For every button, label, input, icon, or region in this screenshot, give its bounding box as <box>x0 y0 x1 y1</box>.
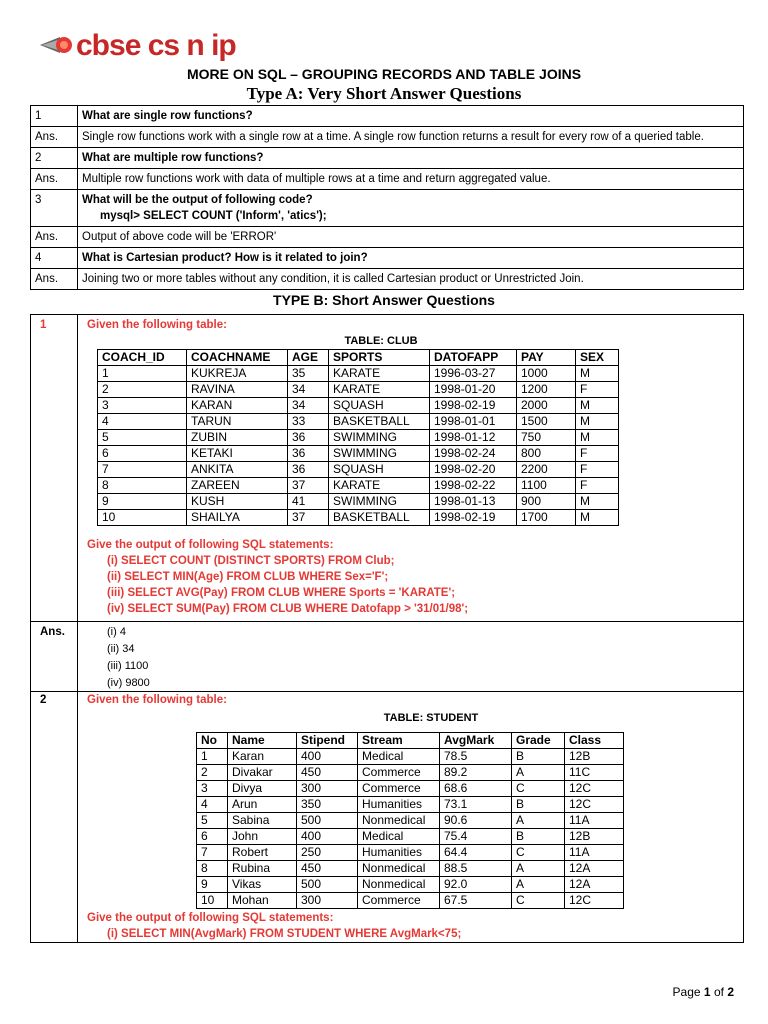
table-cell: B <box>512 797 565 813</box>
table-cell: A <box>512 861 565 877</box>
table-cell: 64.4 <box>440 845 512 861</box>
qa-label: 3 <box>31 190 78 227</box>
table-cell: 2200 <box>517 462 576 478</box>
table-cell: 2 <box>197 765 228 781</box>
table-cell: 1 <box>98 366 187 382</box>
table-row <box>197 781 624 797</box>
qa-label: Ans. <box>31 127 78 148</box>
table-cell: 900 <box>517 494 576 510</box>
table-cell: 12B <box>565 749 624 765</box>
table-cell: 11A <box>565 813 624 829</box>
table-cell: 1998-02-22 <box>430 478 517 494</box>
table-cell: A <box>512 765 565 781</box>
table-cell: 1998-02-19 <box>430 398 517 414</box>
table-cell: 36 <box>288 430 329 446</box>
club-table <box>97 349 619 526</box>
table-cell: Nonmedical <box>358 861 440 877</box>
table-cell: 3 <box>197 781 228 797</box>
table-cell: Divakar <box>228 765 297 781</box>
table-cell: SHAILYA <box>187 510 288 526</box>
table-cell: SWIMMING <box>329 446 430 462</box>
qa-row <box>31 106 744 127</box>
table-cell: Divya <box>228 781 297 797</box>
table-cell: C <box>512 893 565 909</box>
page-number: Page 1 of 2 <box>672 985 734 999</box>
sql-statement: (i) SELECT COUNT (DISTINCT SPORTS) FROM Club; <box>107 555 395 567</box>
page-title: MORE ON SQL – GROUPING RECORDS AND TABLE JOINS <box>186 66 582 82</box>
table-cell: B <box>512 829 565 845</box>
answer-1-block <box>30 621 744 692</box>
qa-row <box>31 227 744 248</box>
type-a-table <box>30 105 744 290</box>
table-cell: 67.5 <box>440 893 512 909</box>
table-cell: Humanities <box>358 845 440 861</box>
table-cell: 6 <box>197 829 228 845</box>
table-cell: 400 <box>297 829 358 845</box>
column-header: Stream <box>358 733 440 749</box>
table-cell: Rubina <box>228 861 297 877</box>
table-cell: 8 <box>98 478 187 494</box>
answer-text: Joining two or more tables without any condition, it is called Cartesian product or Unrestricted Join. <box>78 269 744 290</box>
column-header: Class <box>565 733 624 749</box>
answer-item: (iv) 9800 <box>107 677 150 689</box>
table-cell: 12C <box>565 781 624 797</box>
sql-statement: (iii) SELECT AVG(Pay) FROM CLUB WHERE Sports = 'KARATE'; <box>107 587 456 599</box>
answer-item: (ii) 34 <box>107 643 135 655</box>
table-cell: 92.0 <box>440 877 512 893</box>
table-cell: 10 <box>98 510 187 526</box>
table-row <box>197 797 624 813</box>
table-cell: 1998-02-24 <box>430 446 517 462</box>
table-cell: 7 <box>197 845 228 861</box>
table-title: TABLE: CLUB <box>344 335 418 347</box>
table-cell: 90.6 <box>440 813 512 829</box>
qa-row <box>31 169 744 190</box>
table-cell: BASKETBALL <box>329 510 430 526</box>
table-cell: C <box>512 781 565 797</box>
table-row <box>98 446 619 462</box>
table-cell: 400 <box>297 749 358 765</box>
table-cell: Humanities <box>358 797 440 813</box>
table-cell: KUSH <box>187 494 288 510</box>
table-row <box>98 494 619 510</box>
table-cell: 11A <box>565 845 624 861</box>
column-header: Grade <box>512 733 565 749</box>
sql-statement: (iv) SELECT SUM(Pay) FROM CLUB WHERE Datofapp > '31/01/98'; <box>107 603 469 615</box>
table-cell: 1998-01-12 <box>430 430 517 446</box>
table-row <box>98 382 619 398</box>
answer-text: Output of above code will be 'ERROR' <box>78 227 744 248</box>
answer-text: Single row functions work with a single row at a time. A single row function returns a result for every row of a queried table. <box>78 127 744 148</box>
table-cell: Karan <box>228 749 297 765</box>
table-cell: ANKITA <box>187 462 288 478</box>
sql-statements <box>107 553 468 617</box>
table-cell: 500 <box>297 877 358 893</box>
question-1-block <box>30 314 744 622</box>
table-cell: 12A <box>565 877 624 893</box>
table-cell: C <box>512 845 565 861</box>
table-cell: 250 <box>297 845 358 861</box>
logo-text: cbse cs n ip <box>76 29 236 62</box>
column-header: Stipend <box>297 733 358 749</box>
sql-statement: (ii) SELECT MIN(Age) FROM CLUB WHERE Sex='F'; <box>107 571 389 583</box>
column-header: AvgMark <box>440 733 512 749</box>
table-cell: 78.5 <box>440 749 512 765</box>
table-cell: 750 <box>517 430 576 446</box>
table-cell: 1700 <box>517 510 576 526</box>
table-cell: Commerce <box>358 781 440 797</box>
table-cell: 88.5 <box>440 861 512 877</box>
table-cell: 12C <box>565 893 624 909</box>
table-cell: 5 <box>197 813 228 829</box>
table-cell: ZAREEN <box>187 478 288 494</box>
table-cell: F <box>576 462 619 478</box>
table-row <box>98 510 619 526</box>
table-cell: KARATE <box>329 366 430 382</box>
column-header: SEX <box>576 350 619 366</box>
question-label: 2 <box>40 694 47 706</box>
table-row <box>197 813 624 829</box>
table-cell: 34 <box>288 382 329 398</box>
table-cell: 10 <box>197 893 228 909</box>
qa-row <box>31 269 744 290</box>
table-row <box>197 765 624 781</box>
table-row <box>98 478 619 494</box>
table-cell: Commerce <box>358 893 440 909</box>
shuttlecock-icon <box>38 31 74 61</box>
qa-label: 2 <box>31 148 78 169</box>
table-row <box>98 414 619 430</box>
table-cell: 1200 <box>517 382 576 398</box>
student-table <box>196 732 624 909</box>
table-row <box>98 430 619 446</box>
table-cell: 7 <box>98 462 187 478</box>
table-cell: SWIMMING <box>329 430 430 446</box>
table-title: TABLE: STUDENT <box>383 712 479 724</box>
column-header: COACHNAME <box>187 350 288 366</box>
table-cell: SQUASH <box>329 462 430 478</box>
table-cell: 300 <box>297 781 358 797</box>
table-row <box>197 877 624 893</box>
table-cell: Nonmedical <box>358 813 440 829</box>
table-cell: SWIMMING <box>329 494 430 510</box>
column-header: COACH_ID <box>98 350 187 366</box>
qa-label: Ans. <box>31 227 78 248</box>
table-cell: KARAN <box>187 398 288 414</box>
table-cell: 12C <box>565 797 624 813</box>
table-row <box>197 749 624 765</box>
table-cell: 450 <box>297 765 358 781</box>
table-cell: KETAKI <box>187 446 288 462</box>
table-cell: 1998-01-13 <box>430 494 517 510</box>
given-text: Given the following table: <box>87 694 227 706</box>
table-cell: Sabina <box>228 813 297 829</box>
table-cell: KARATE <box>329 478 430 494</box>
question-2-block <box>30 691 744 943</box>
qa-label: Ans. <box>31 269 78 290</box>
question-text: What will be the output of following code? mysql> SELECT COUNT ('Inform', 'atics'); <box>78 190 744 227</box>
column-header: DATOFAPP <box>430 350 517 366</box>
table-cell: Commerce <box>358 765 440 781</box>
table-cell: M <box>576 398 619 414</box>
table-cell: Medical <box>358 749 440 765</box>
table-cell: 1998-02-19 <box>430 510 517 526</box>
table-cell: 800 <box>517 446 576 462</box>
table-cell: 11C <box>565 765 624 781</box>
table-cell: Vikas <box>228 877 297 893</box>
table-cell: F <box>576 478 619 494</box>
table-row <box>98 398 619 414</box>
answer-item: (iii) 1100 <box>107 660 149 672</box>
column-header: Name <box>228 733 297 749</box>
table-row <box>197 861 624 877</box>
table-cell: 6 <box>98 446 187 462</box>
table-cell: 3 <box>98 398 187 414</box>
column-header: No <box>197 733 228 749</box>
table-cell: B <box>512 749 565 765</box>
table-cell: 450 <box>297 861 358 877</box>
table-cell: 35 <box>288 366 329 382</box>
table-cell: 1998-01-20 <box>430 382 517 398</box>
table-row <box>98 462 619 478</box>
table-cell: 12A <box>565 861 624 877</box>
table-cell: 89.2 <box>440 765 512 781</box>
qa-label: 1 <box>31 106 78 127</box>
table-cell: 75.4 <box>440 829 512 845</box>
table-cell: KARATE <box>329 382 430 398</box>
table-cell: F <box>576 446 619 462</box>
answer-text: Multiple row functions work with data of multiple rows at a time and return aggregated value. <box>78 169 744 190</box>
table-cell: 9 <box>197 877 228 893</box>
table-cell: M <box>576 510 619 526</box>
question-label: 1 <box>40 319 47 331</box>
table-cell: ZUBIN <box>187 430 288 446</box>
qa-row <box>31 190 744 227</box>
question-text: What are multiple row functions? <box>78 148 744 169</box>
table-cell: KUKREJA <box>187 366 288 382</box>
question-text: What is Cartesian product? How is it related to join? <box>78 248 744 269</box>
table-cell: 1000 <box>517 366 576 382</box>
table-row <box>98 366 619 382</box>
table-cell: Nonmedical <box>358 877 440 893</box>
table-cell: 34 <box>288 398 329 414</box>
table-cell: SQUASH <box>329 398 430 414</box>
table-cell: 4 <box>197 797 228 813</box>
table-cell: M <box>576 414 619 430</box>
table-cell: 2000 <box>517 398 576 414</box>
answer-item: (i) 4 <box>107 626 126 638</box>
table-cell: TARUN <box>187 414 288 430</box>
answer-label: Ans. <box>40 626 65 638</box>
qa-row <box>31 148 744 169</box>
table-cell: 300 <box>297 893 358 909</box>
site-logo <box>38 28 236 64</box>
table-cell: 1100 <box>517 478 576 494</box>
table-cell: 1996-03-27 <box>430 366 517 382</box>
table-cell: 350 <box>297 797 358 813</box>
given-text: Given the following table: <box>87 319 227 331</box>
table-cell: John <box>228 829 297 845</box>
sql-statement: (i) SELECT MIN(AvgMark) FROM STUDENT WHERE AvgMark<75; <box>107 928 462 940</box>
table-cell: Medical <box>358 829 440 845</box>
table-cell: 1 <box>197 749 228 765</box>
column-header: PAY <box>517 350 576 366</box>
code-text: mysql> SELECT COUNT ('Inform', 'atics'); <box>100 210 327 222</box>
table-cell: Robert <box>228 845 297 861</box>
sql-prompt: Give the output of following SQL statements: <box>87 912 334 924</box>
table-cell: M <box>576 430 619 446</box>
table-cell: M <box>576 366 619 382</box>
table-cell: A <box>512 813 565 829</box>
answers-list <box>107 624 150 692</box>
question-text: What are single row functions? <box>78 106 744 127</box>
table-row <box>197 893 624 909</box>
table-row <box>197 829 624 845</box>
table-cell: 8 <box>197 861 228 877</box>
table-cell: 33 <box>288 414 329 430</box>
column-header: SPORTS <box>329 350 430 366</box>
column-header: AGE <box>288 350 329 366</box>
table-cell: 12B <box>565 829 624 845</box>
table-cell: 9 <box>98 494 187 510</box>
qa-row <box>31 248 744 269</box>
type-a-heading: Type A: Very Short Answer Questions <box>246 84 522 103</box>
table-cell: 1500 <box>517 414 576 430</box>
table-cell: RAVINA <box>187 382 288 398</box>
type-b-heading: TYPE B: Short Answer Questions <box>273 292 495 308</box>
table-cell: 73.1 <box>440 797 512 813</box>
table-cell: 37 <box>288 510 329 526</box>
table-cell: 37 <box>288 478 329 494</box>
table-cell: 2 <box>98 382 187 398</box>
table-cell: 36 <box>288 462 329 478</box>
table-cell: Arun <box>228 797 297 813</box>
table-cell: M <box>576 494 619 510</box>
table-cell: 5 <box>98 430 187 446</box>
sql-prompt: Give the output of following SQL statements: <box>87 539 334 551</box>
table-cell: Mohan <box>228 893 297 909</box>
qa-row <box>31 127 744 148</box>
table-cell: 1998-01-01 <box>430 414 517 430</box>
table-cell: 4 <box>98 414 187 430</box>
table-cell: 1998-02-20 <box>430 462 517 478</box>
table-cell: A <box>512 877 565 893</box>
table-cell: 68.6 <box>440 781 512 797</box>
qa-label: 4 <box>31 248 78 269</box>
table-cell: 36 <box>288 446 329 462</box>
table-cell: 41 <box>288 494 329 510</box>
qa-label: Ans. <box>31 169 78 190</box>
table-row <box>197 845 624 861</box>
table-cell: F <box>576 382 619 398</box>
table-cell: BASKETBALL <box>329 414 430 430</box>
table-cell: 500 <box>297 813 358 829</box>
